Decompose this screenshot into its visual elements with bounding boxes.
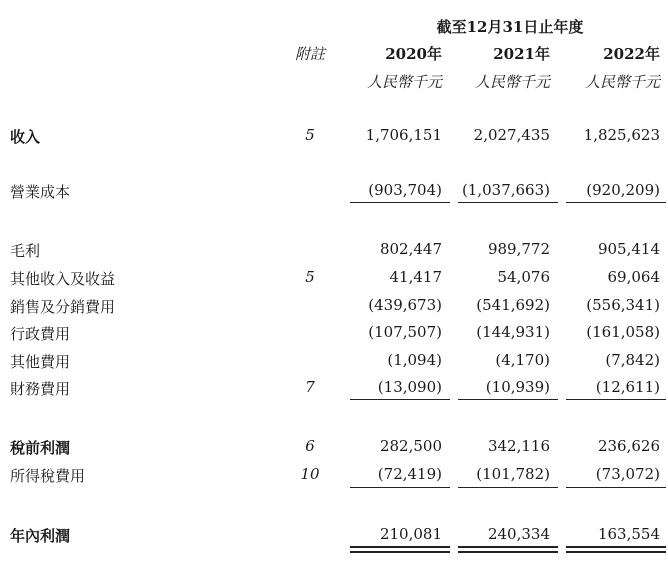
subtotal-underline-2022: [566, 487, 666, 488]
row-value-other-income-2022: 69,064: [607, 268, 660, 286]
row-note-profit-before-tax: 6: [305, 437, 315, 455]
subtotal-underline-2021: [458, 399, 558, 400]
row-value-revenue-2022: 1,825,623: [583, 126, 660, 144]
unit-header-2022: 人民幣千元: [584, 73, 660, 91]
row-value-revenue-2020: 1,706,151: [365, 126, 442, 144]
row-value-other-income-2021: 54,076: [497, 268, 550, 286]
row-value-gross-profit-2022: 905,414: [597, 240, 660, 258]
row-label-profit-for-year: 年內利潤: [10, 527, 71, 545]
row-note-other-income: 5: [305, 268, 315, 286]
total-double-underline-2022: [566, 546, 666, 553]
row-value-profit-before-tax-2022: 236,626: [597, 437, 660, 455]
total-double-underline-2020: [350, 546, 450, 553]
row-note-income-tax: 10: [300, 465, 320, 483]
row-value-selling-expenses-2022: (556,341): [586, 296, 660, 314]
subtotal-underline-2020: [350, 202, 450, 203]
year-header-2020: 2020年: [385, 45, 442, 63]
row-note-finance-costs: 7: [305, 378, 315, 396]
row-value-cost-of-sales-2021: (1,037,663): [461, 181, 550, 199]
row-value-revenue-2021: 2,027,435: [473, 126, 550, 144]
row-value-profit-for-year-2021: 240,334: [487, 525, 550, 543]
year-header-2021: 2021年: [493, 45, 550, 63]
row-value-other-expenses-2020: (1,094): [387, 351, 442, 369]
row-value-income-tax-2021: (101,782): [476, 465, 550, 483]
row-value-profit-for-year-2022: 163,554: [597, 525, 660, 543]
row-value-admin-expenses-2021: (144,931): [476, 323, 550, 341]
row-value-other-income-2020: 41,417: [389, 268, 442, 286]
subtotal-underline-2020: [350, 487, 450, 488]
row-value-profit-before-tax-2021: 342,116: [487, 437, 550, 455]
row-value-admin-expenses-2020: (107,507): [368, 323, 442, 341]
row-value-cost-of-sales-2022: (920,209): [586, 181, 660, 199]
row-label-finance-costs: 財務費用: [10, 380, 71, 398]
row-value-profit-for-year-2020: 210,081: [379, 525, 442, 543]
row-label-admin-expenses: 行政費用: [10, 325, 71, 343]
row-value-gross-profit-2020: 802,447: [379, 240, 442, 258]
row-value-selling-expenses-2020: (439,673): [368, 296, 442, 314]
subtotal-underline-2022: [566, 399, 666, 400]
row-label-selling-expenses: 銷售及分銷費用: [10, 298, 116, 316]
row-value-finance-costs-2022: (12,611): [595, 378, 660, 396]
row-value-finance-costs-2021: (10,939): [485, 378, 550, 396]
row-label-gross-profit: 毛利: [10, 242, 41, 260]
row-value-finance-costs-2020: (13,090): [377, 378, 442, 396]
row-value-gross-profit-2021: 989,772: [487, 240, 550, 258]
unit-header-2020: 人民幣千元: [366, 73, 442, 91]
row-value-income-tax-2020: (72,419): [377, 465, 442, 483]
row-label-revenue: 收入: [10, 128, 41, 146]
unit-header-2021: 人民幣千元: [474, 73, 550, 91]
row-label-profit-before-tax: 稅前利潤: [10, 439, 71, 457]
row-value-profit-before-tax-2020: 282,500: [379, 437, 442, 455]
subtotal-underline-2020: [350, 399, 450, 400]
row-label-other-income: 其他收入及收益: [10, 270, 116, 288]
row-value-cost-of-sales-2020: (903,704): [368, 181, 442, 199]
row-value-income-tax-2022: (73,072): [595, 465, 660, 483]
row-note-revenue: 5: [305, 126, 315, 144]
row-label-income-tax: 所得稅費用: [10, 467, 86, 485]
period-header: 截至12月31日止年度: [436, 18, 584, 36]
row-value-other-expenses-2022: (7,842): [605, 351, 660, 369]
row-label-other-expenses: 其他費用: [10, 353, 71, 371]
year-header-2022: 2022年: [603, 45, 660, 63]
row-label-cost-of-sales: 營業成本: [10, 183, 71, 201]
subtotal-underline-2021: [458, 487, 558, 488]
total-double-underline-2021: [458, 546, 558, 553]
row-value-other-expenses-2021: (4,170): [495, 351, 550, 369]
subtotal-underline-2021: [458, 202, 558, 203]
row-value-selling-expenses-2021: (541,692): [476, 296, 550, 314]
row-value-admin-expenses-2022: (161,058): [586, 323, 660, 341]
note-column-header: 附註: [294, 45, 325, 63]
subtotal-underline-2022: [566, 202, 666, 203]
